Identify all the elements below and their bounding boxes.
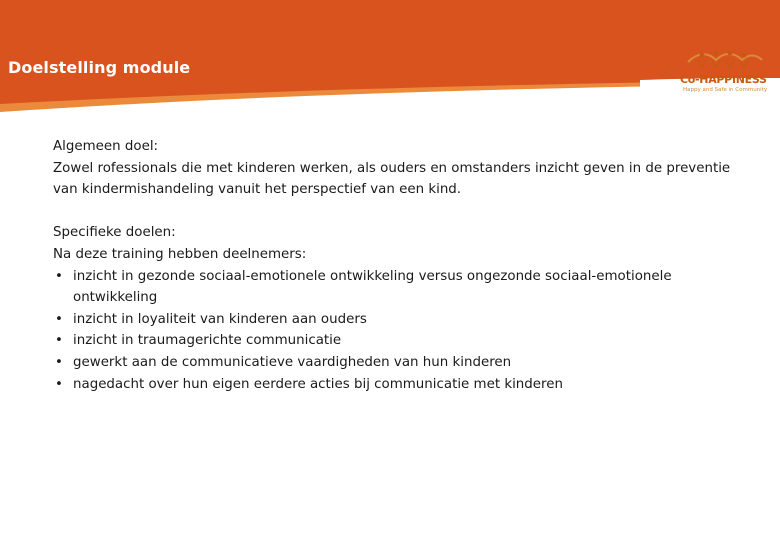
- list-item-text: inzicht in traumagerichte communicatie: [73, 333, 342, 349]
- bullet-icon: •: [55, 333, 63, 349]
- bullet-icon: •: [55, 268, 63, 284]
- logo-name: Co-HAPPINESS: [680, 73, 767, 86]
- bullet-icon: •: [55, 354, 63, 370]
- list-item: [53, 309, 673, 331]
- list-item-text: nagedacht over hun eigen eerdere acties bij communicatie met kinderen: [73, 376, 563, 392]
- list-item-text: inzicht in gezonde sociaal-emotionele ontwikkeling versus ongezonde sociaal-emotionele ontwikkeling: [73, 268, 672, 306]
- general-goal-text: Zowel rofessionals die met kinderen werken, als ouders en omstanders inzicht geven in de preventie van kindermishandeling vanuit het perspectief van een kind.: [53, 160, 731, 198]
- people-chain-icon: [684, 48, 764, 72]
- header-band: [0, 0, 780, 118]
- list-item-text: gewerkt aan de communicatieve vaardigheden van hun kinderen: [73, 354, 512, 370]
- general-goal-heading: Algemeen doel:: [53, 139, 159, 154]
- specific-goals-intro: Na deze training hebben deelnemers:: [53, 246, 307, 262]
- specific-goals-list: [53, 266, 743, 396]
- specific-goals-heading: Specifieke doelen:: [53, 225, 176, 241]
- logo-tagline: Happy and Safe in Community: [683, 87, 768, 93]
- general-goal-section: [53, 136, 743, 201]
- list-item: [53, 330, 673, 352]
- co-happiness-logo: [670, 48, 774, 98]
- bullet-icon: •: [55, 311, 63, 327]
- bullet-icon: •: [55, 376, 63, 392]
- slide-content: [53, 136, 743, 395]
- list-item: [53, 374, 673, 396]
- list-item: [53, 266, 673, 309]
- list-item-text: inzicht in loyaliteit van kinderen aan ouders: [73, 311, 367, 327]
- list-item: [53, 352, 673, 374]
- slide-title: Doelstelling module: [8, 58, 191, 77]
- specific-goals-section: [53, 222, 743, 395]
